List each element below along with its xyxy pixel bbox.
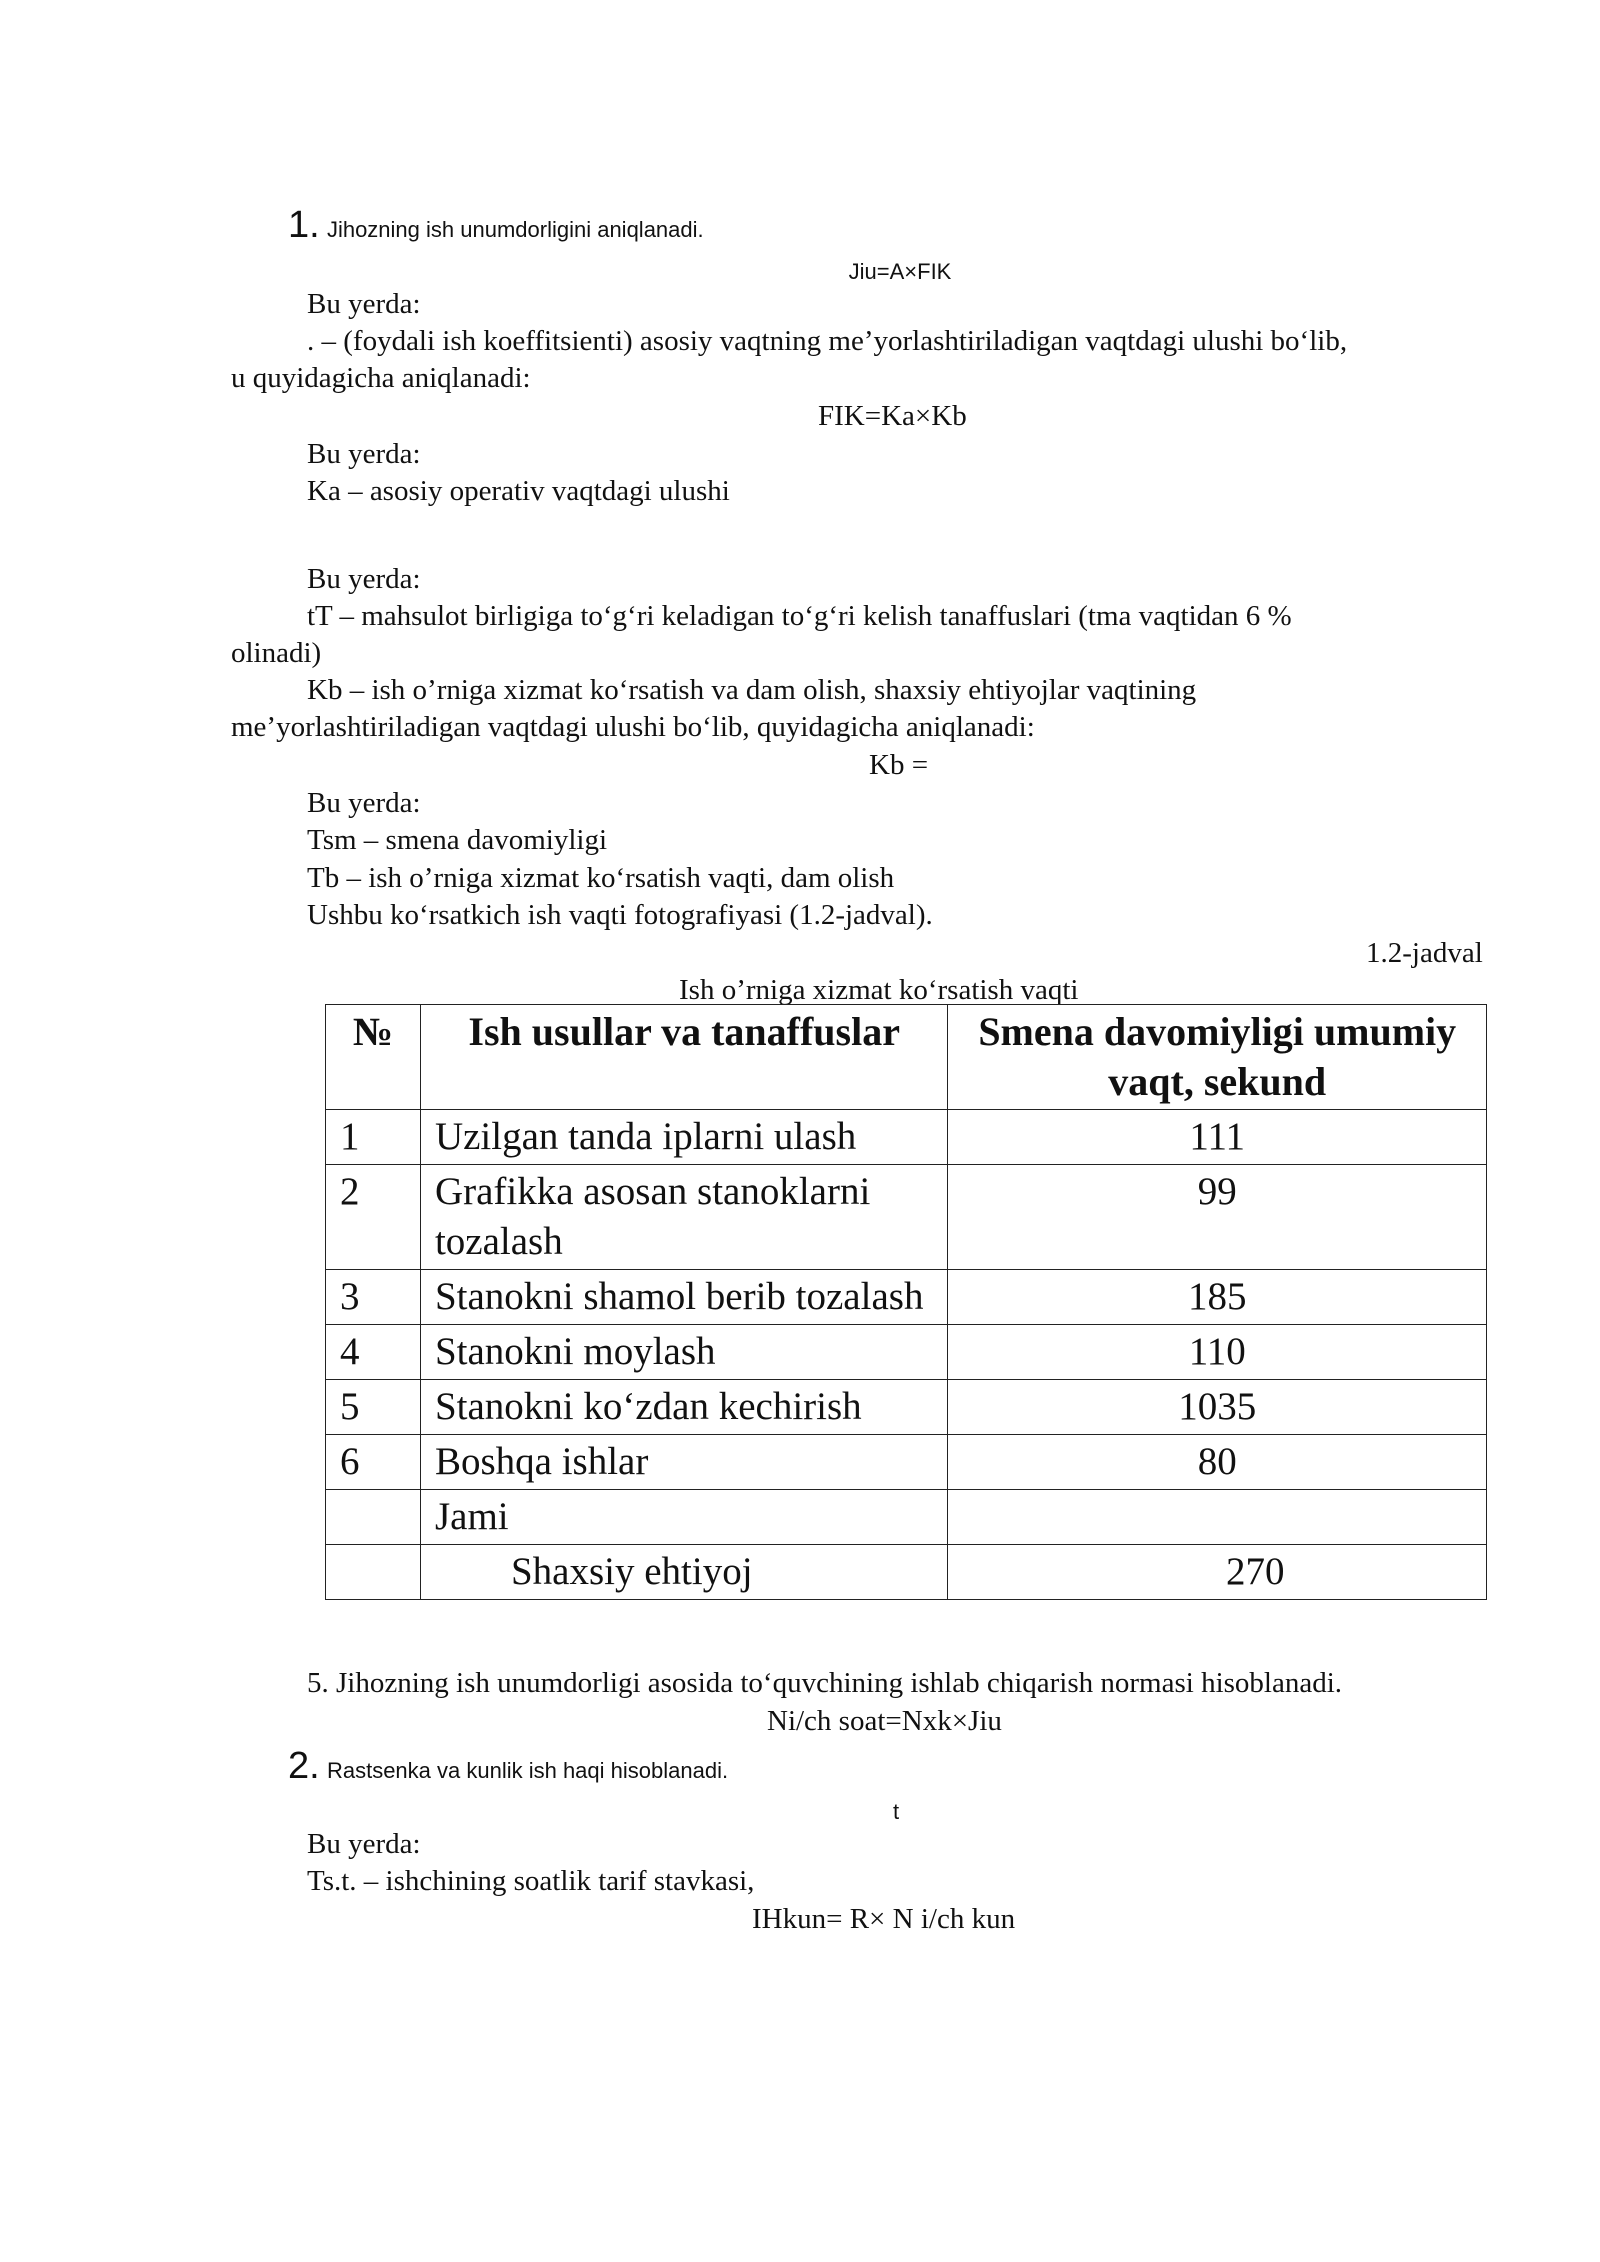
bu-yerda-4: Bu yerda: bbox=[307, 787, 421, 819]
row-value: 1035 bbox=[948, 1380, 1487, 1435]
kb-definition-line-2: me’yorlashtiriladigan vaqtdagi ulushi bo‘lib, quyidagicha aniqlanadi: bbox=[231, 711, 1035, 743]
row-number: 6 bbox=[326, 1435, 421, 1490]
time-table bbox=[325, 1004, 1487, 1600]
row-name: Boshqa ishlar bbox=[420, 1435, 948, 1490]
paragraph-5: 5. Jihozning ish unumdorligi asosida to‘quvchining ishlab chiqarish normasi hisoblanadi. bbox=[307, 1667, 1343, 1699]
section-1-number: 1. bbox=[288, 204, 320, 246]
row-number bbox=[326, 1490, 421, 1545]
row-number bbox=[326, 1545, 421, 1600]
table-row-personal bbox=[326, 1545, 1487, 1600]
row-name: Uzilgan tanda iplarni ulash bbox=[420, 1110, 948, 1165]
row-number: 5 bbox=[326, 1380, 421, 1435]
row-value: 185 bbox=[948, 1270, 1487, 1325]
fik-definition-line-2: u quyidagicha aniqlanadi: bbox=[231, 362, 531, 394]
row-number: 2 bbox=[326, 1165, 421, 1270]
t-symbol: t bbox=[893, 1799, 900, 1824]
section-1-heading bbox=[288, 204, 704, 248]
tb-definition: Tb – ish o’rniga xizmat ko‘rsatish vaqti, dam olish bbox=[307, 862, 895, 894]
row-name: Grafikka asosan stanoklarni tozalash bbox=[420, 1165, 948, 1270]
table-row bbox=[326, 1270, 1487, 1325]
row-value: 80 bbox=[948, 1435, 1487, 1490]
tsm-definition: Tsm – smena davomiyligi bbox=[307, 824, 608, 856]
tt-definition-line-1: tT – mahsulot birligiga to‘g‘ri keladigan to‘g‘ri kelish tanaffuslari (tma vaqtidan 6 % bbox=[307, 600, 1292, 632]
row-name: Stanokni moylash bbox=[420, 1325, 948, 1380]
header-number: № bbox=[326, 1005, 421, 1110]
header-methods: Ish usullar va tanaffuslar bbox=[420, 1005, 948, 1110]
jiu-formula-text: Jiu=A×FIK bbox=[848, 259, 952, 284]
table-row bbox=[326, 1380, 1487, 1435]
ka-definition: Ka – asosiy operativ vaqtdagi ulushi bbox=[307, 475, 730, 507]
kb-formula: Kb = bbox=[869, 749, 929, 781]
section-2-heading bbox=[288, 1745, 729, 1789]
table-row bbox=[326, 1325, 1487, 1380]
table-row-total bbox=[326, 1490, 1487, 1545]
fik-formula: FIK=Ka×Kb bbox=[818, 400, 967, 432]
table-row bbox=[326, 1110, 1487, 1165]
jiu-formula bbox=[0, 254, 1600, 290]
row-value: 270 bbox=[948, 1545, 1487, 1600]
bu-yerda-5: Bu yerda: bbox=[307, 1828, 421, 1860]
bu-yerda-1: Bu yerda: bbox=[307, 288, 421, 320]
section-2-number: 2. bbox=[288, 1745, 320, 1787]
row-name: Shaxsiy ehtiyoj bbox=[420, 1545, 948, 1600]
table-row bbox=[326, 1165, 1487, 1270]
section-1-title: Jihozning ish unumdorligini aniqlanadi. bbox=[326, 217, 704, 242]
row-name: Stanokni shamol berib tozalash bbox=[420, 1270, 948, 1325]
kb-definition-line-1: Kb – ish o’rniga xizmat ko‘rsatish va dam olish, shaxsiy ehtiyojlar vaqtining bbox=[307, 674, 1197, 706]
section-2-title: Rastsenka va kunlik ish haqi hisoblanadi. bbox=[326, 1758, 729, 1783]
row-number: 1 bbox=[326, 1110, 421, 1165]
row-value: 110 bbox=[948, 1325, 1487, 1380]
table-row bbox=[326, 1435, 1487, 1490]
bu-yerda-2: Bu yerda: bbox=[307, 438, 421, 470]
ni-formula: Ni/ch soat=Nxk×Jiu bbox=[767, 1705, 1002, 1737]
table-title: Ish o’rniga xizmat ko‘rsatish vaqti bbox=[679, 974, 1079, 1006]
row-name: Jami bbox=[420, 1490, 948, 1545]
row-name: Stanokni ko‘zdan kechirish bbox=[420, 1380, 948, 1435]
row-value: 111 bbox=[948, 1110, 1487, 1165]
row-number: 4 bbox=[326, 1325, 421, 1380]
bu-yerda-3: Bu yerda: bbox=[307, 563, 421, 595]
header-duration: Smena davomiyligi umumiy vaqt, sekund bbox=[948, 1005, 1487, 1110]
row-number: 3 bbox=[326, 1270, 421, 1325]
tt-definition-line-2: olinadi) bbox=[231, 637, 322, 669]
fik-definition-line-1: . – (foydali ish koeffitsienti) asosiy vaqtning me’yorlashtiriladigan vaqtdagi ulushi bo‘lib, bbox=[307, 325, 1348, 357]
row-value: 99 bbox=[948, 1165, 1487, 1270]
ih-formula: IHkun= R× N i/ch kun bbox=[752, 1903, 1016, 1935]
row-value bbox=[948, 1490, 1487, 1545]
tst-definition: Ts.t. – ishchining soatlik tarif stavkasi, bbox=[307, 1865, 755, 1897]
ushbu-line: Ushbu ko‘rsatkich ish vaqti fotografiyasi (1.2-jadval). bbox=[307, 899, 933, 931]
table-number: 1.2-jadval bbox=[1366, 937, 1483, 969]
table-header-row bbox=[326, 1005, 1487, 1110]
